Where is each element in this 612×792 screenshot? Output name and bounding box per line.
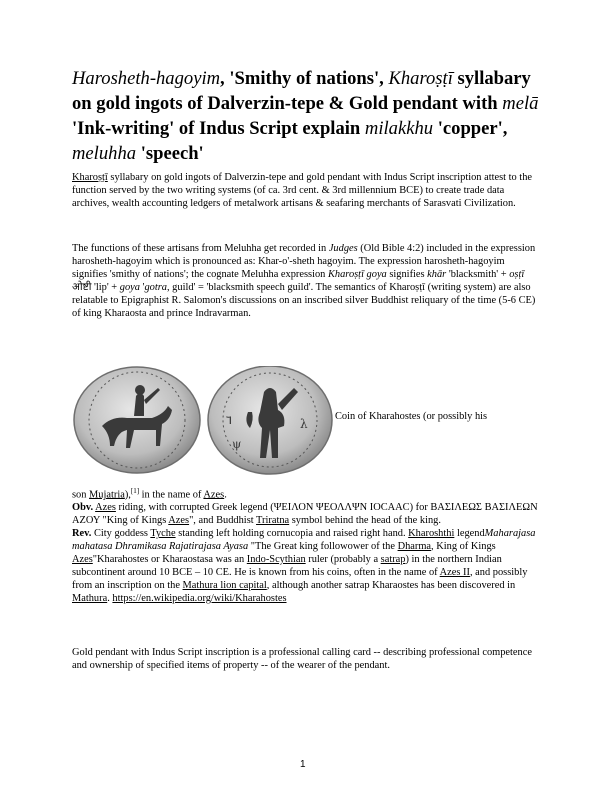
judges-paragraph <box>72 243 542 320</box>
text-run: legend <box>454 528 485 540</box>
kharosthi-link[interactable]: Kharoṣṭī <box>72 172 108 183</box>
coin-image <box>72 366 334 476</box>
text-run: in the name of <box>139 489 204 501</box>
reverse-label: Rev. <box>72 528 92 540</box>
mujatria-link[interactable]: Mujatria <box>89 489 125 501</box>
goya-term: goya <box>119 281 140 293</box>
title-harosheth: Harosheth-hagoyim <box>72 68 221 89</box>
title-milakkhu: milakkhu <box>364 118 434 139</box>
intro-text: syllabary on gold ingots of Dalverzin-tepe and gold pendant with Indus Script inscription attest to the function served by the two writing systems (of ca. 3rd cent. & 3rd millennium BCE) to create trade data archives, wealth accounting ledgers of metalwork artisans & seafaring merchants of Sarasvati Civilization. <box>72 172 532 209</box>
coin-caption: Coin of Kharahostes (or possibly his <box>335 411 488 422</box>
wikipedia-url-link[interactable]: https://en.wikipedia.org/wiki/Kharahostes <box>112 592 287 604</box>
azes-link[interactable]: Azes <box>72 554 93 565</box>
judges-ref: Judges <box>328 243 358 254</box>
text-run: , although another satrap Kharaostes has been discovered in <box>266 579 516 591</box>
kharoshthi-legend: Maharajasa mahatasa Dhramikasa Rajatirajasa Ayasa <box>72 528 536 553</box>
tyche-link[interactable]: Tyche <box>150 528 176 540</box>
page-number: 1 <box>300 759 306 770</box>
page-title <box>72 66 542 166</box>
text-run: standing left holding cornucopia and raised right hand. <box>175 528 409 540</box>
triratna-link[interactable]: Triratna <box>256 515 290 527</box>
satrap-link[interactable]: satrap <box>380 554 406 565</box>
title-kharosthi: Kharoṣṭī <box>388 68 453 89</box>
text-run: ", and Buddhist <box>189 515 257 527</box>
text-run: . <box>224 489 227 501</box>
coin-reverse-image <box>208 366 332 474</box>
text-run: "The Great king followower of the <box>248 541 398 553</box>
text-run: ), <box>124 489 131 501</box>
kharoshthi-link[interactable]: Kharoshthi <box>408 528 455 540</box>
dharma-link[interactable]: Dharma <box>397 541 432 553</box>
obverse-label: Obv. <box>72 502 94 514</box>
title-meluhha: meluhha <box>72 143 137 164</box>
text-run: son <box>72 489 90 501</box>
text-run: The functions of these artisans from Meluhha get recorded in <box>72 243 329 254</box>
azes-link[interactable]: Azes <box>95 502 116 514</box>
text-run: 'blacksmith' + <box>446 268 510 280</box>
title-smithy: , 'Smithy of nations', <box>220 68 389 89</box>
azes-link[interactable]: Azes <box>168 515 190 527</box>
coin-obverse-image <box>74 367 200 473</box>
mathura-link[interactable]: Mathura <box>72 592 108 604</box>
text-run: (Old Bible 4:2) included in the expression harosheth-hagoyim which is pronounced as: Khar-o'-sheth hagoyim. The expression harosheth-hagoyim signifies 'smithy of nations'; the cognate Meluhha expression <box>72 243 536 280</box>
azes-ii-link[interactable]: Azes II <box>439 566 470 578</box>
text-run: , King of Kings <box>431 541 496 553</box>
text-run: . <box>107 592 113 604</box>
text-run: , guild' = 'blacksmith speech guild'. The semantics of Kharoṣṭī (writing system) are also relatable to Epigraphist R. Salomon's discussions on an inscribed silver Buddhist reliquary of the time (5-6 CE) of king Kharaosta and prince Indravarman. <box>72 281 536 319</box>
indo-scythian-link[interactable]: Indo-Scythian <box>246 554 306 565</box>
coin-description <box>72 485 542 606</box>
text-run: symbol behind the head of the king. <box>289 515 441 527</box>
title-copper: 'copper', <box>433 118 508 139</box>
text-run: ) in the northern Indian subcontinent around 10 BCE – 10 CE. He is known from his coins, often in the name of <box>72 554 502 578</box>
mathura-lion-capital-link[interactable]: Mathura lion capital <box>182 579 267 591</box>
title-mela: melā <box>502 93 539 114</box>
footnote-link[interactable]: [1] <box>130 487 140 495</box>
svg-text:λ: λ <box>300 417 308 431</box>
text-run: City goddess <box>91 528 151 540</box>
gotra-term: gotra <box>144 281 167 293</box>
text-run: ' <box>139 281 145 293</box>
kharosthi-goya: Kharoṣṭī goya <box>327 268 387 280</box>
khar-term: khār <box>427 268 447 280</box>
closing-paragraph: Gold pendant with Indus Script inscription is a professional calling card -- describing professional competence and ownership of specified items of property -- of the wearer of the pendant. <box>72 647 532 671</box>
text-run: , and possibly from an inscription on the <box>72 566 528 591</box>
title-ink-writing: 'Ink-writing' of Indus Script explain <box>72 118 365 139</box>
text-run: signifies <box>386 268 428 280</box>
intro-paragraph <box>72 172 542 211</box>
svg-text:ψ: ψ <box>232 437 242 451</box>
svg-text:ꭋ: ꭋ <box>226 412 233 428</box>
text-run: riding, with corrupted Greek legend (ΨΕΙΛΟΝ ΨΕΟΛΛΨΝ ΙΟCΑΑC) for ΒΑΣΙΛΕΩΣ ΒΑΣΙΛΕΩΝ ΑΖΟΥ "King of Kings <box>72 502 538 527</box>
title-syllabary: syllabary on gold ingots of Dalverzin-tepe & Gold pendant with <box>72 68 531 114</box>
text-run: "Kharahostes or Kharaostasa was an <box>92 554 247 565</box>
text-run: ruler (probably a <box>305 554 381 565</box>
title-speech: 'speech' <box>136 143 204 164</box>
azes-link[interactable]: Azes <box>203 489 225 501</box>
text-run: ओष्टी 'lip' + <box>72 281 120 293</box>
osti-term: oṣṭī <box>509 268 525 280</box>
